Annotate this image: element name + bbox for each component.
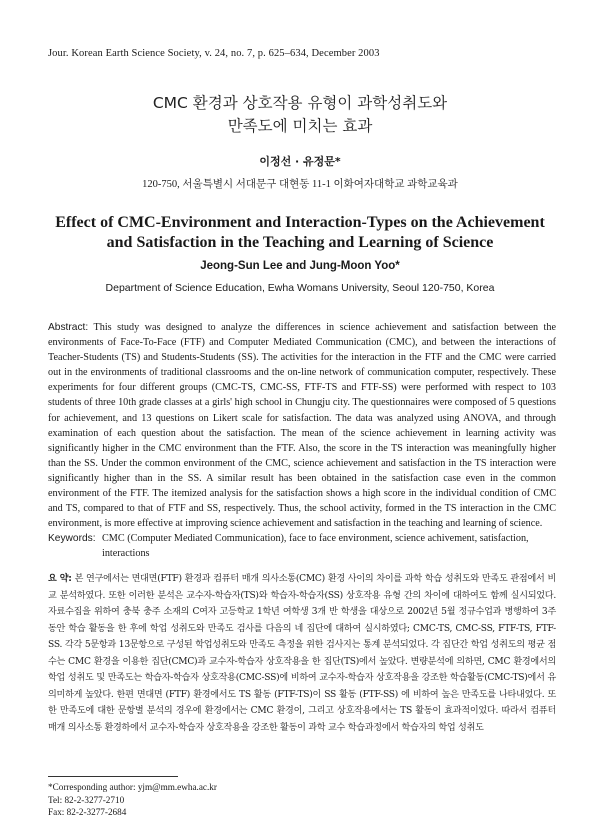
english-title-line-1: Effect of CMC-Environment and Interaction-Types on the Achievement bbox=[55, 214, 545, 231]
keywords-text: CMC (Computer Mediated Communication), face to face environment, science achivement, satisfaction, interactions bbox=[102, 533, 529, 559]
english-title bbox=[0, 213, 600, 253]
english-affiliation: Department of Science Education, Ewha Womans University, Seoul 120-750, Korea bbox=[105, 282, 495, 294]
footnote bbox=[48, 781, 217, 819]
telephone: Tel: 82-2-3277-2710 bbox=[48, 794, 125, 805]
keywords bbox=[48, 532, 556, 559]
fax: Fax: 82-2-3277-2684 bbox=[48, 807, 127, 817]
corresponding-author: *Corresponding author: yjm@mm.ewha.ac.kr bbox=[48, 782, 217, 792]
korean-title-line-1: CMC 환경과 상호작용 유형이 과학성취도와 bbox=[152, 94, 448, 112]
abstract bbox=[48, 320, 556, 531]
korean-title-line-2: 만족도에 미치는 효과 bbox=[227, 117, 373, 135]
korean-summary-text: 본 연구에서는 면대면(FTF) 환경과 컴퓨터 매개 의사소통(CMC) 환경 사이의 차이를 과학 학습 성취도와 만족도 관점에서 비교 분석하였다. 또한 이러한 분석은 교수자-학습자(TS)와 학습자-학습자(SS) 상호작용 유형 간의 차이에 대하여도 함께 실시되었다. 자료수집을 위하여 충북 충주 소재의 C여자 고등학교 1학년 여학생 3개 반 학생을 대상으로 2002년 5월 정규수업과 병행하여 3주 동안 학습 활동을 한 후에 학업 성취도와 만족도 검사를 다음의 네 집단에 대하여 실시하였다; CMC-TS, CMC-SS, FTF-TS, FTF-SS. 각각 5문항과 13문항으로 구성된 학업성취도와 만족도 측정을 위한 검사지는 통계 분석되었다. 각 집단간 학업 성취도의 평균 점수는 CMC 환경을 이용한 집단(CMC)과 교수자-학습자 상호작용을 한 집단(TS)에서 높았다. 변량분석에 의하면, CMC 환경에서의 학업 성취도 및 만족도는 학습자-학습자 상호작용(CMC-SS)에 비하여 교수자-학습자 상호작용을 강조한 학습활동(CMC-TS)에서 유의미하게 높았다. 한편 면대면 (FTF) 환경에서도 TS 활동 (FTF-TS)이 SS 활동 (FTF-SS) 에 비하여 높은 만족도를 나타내었다. 또한 만족도에 대한 문항별 분석의 경우에 환경에서는 CMC 환경이, 그리고 상호작용에서는 TS 활동이 효과적이었다. 따라서 컴퓨터 매개 의사소통 환경하에서 교수자-학습자 상호작용을 강조한 활동이 과학 교수 학습과정에서 학습자의 학업 성취도 bbox=[48, 574, 556, 733]
korean-title bbox=[0, 92, 600, 138]
english-authors: Jeong-Sun Lee and Jung-Moon Yoo* bbox=[200, 260, 400, 272]
footnote-divider bbox=[48, 776, 178, 777]
korean-summary bbox=[48, 571, 556, 736]
abstract-label: Abstract: bbox=[48, 322, 89, 333]
korean-authors: 이정선 · 유정문* bbox=[259, 155, 341, 168]
korean-summary-label: 요 약: bbox=[48, 574, 72, 584]
abstract-text: This study was designed to analyze the differences in science achievement and satisfaction between the environments of Face-To-Face (FTF) and Computer Mediated Communication (CMC), and between the interactions of Teacher-Students (TS) and Students-Students (SS). The activities for the interaction in the FTF and the CMC were carried out in the environments of traditional classrooms and the on-line network of communication computer, respectively. These experiments for four different groups (CMC-TS, CMC-SS, FTF-TS and FTF-SS) were performed with respect to 103 students of three 10th grade classes at a girls' high school in Chungju city. The questionnaires were composed of 5 questions for achievement, and 13 questions on Likert scale for satisfaction. The data was analyzed using ANOVA, and through examination of each question about the satisfaction. The mean of the science achievement in learning activity was significantly higher in the CMC environment than the FTF. Also, the score in the TS interaction was meaningfully higher than the SS. Under the common environment of the CMC, science achievement and satisfaction in the TS interaction were significantly higher than in the SS. A similar result has been obtained in the satisfaction case even in the common environment of the FTF. The itemized analysis for the satisfaction shows a high score in the individual condition of CMC and TS, compared to that of FTF and SS, respectively. Thus, the school activity, formed in the TS interaction in the CMC environment, is more effective at improving science achievement and satisfaction in the teaching and learning of science. bbox=[48, 322, 556, 530]
english-title-line-2: and Satisfaction in the Teaching and Learning of Science bbox=[106, 234, 494, 251]
korean-affiliation: 120-750, 서울특별시 서대문구 대현동 11-1 이화여자대학교 과학교육과 bbox=[142, 179, 458, 190]
journal-citation: Jour. Korean Earth Science Society, v. 24, no. 7, p. 625–634, December 2003 bbox=[48, 48, 380, 59]
keywords-label: Keywords: bbox=[48, 533, 96, 544]
